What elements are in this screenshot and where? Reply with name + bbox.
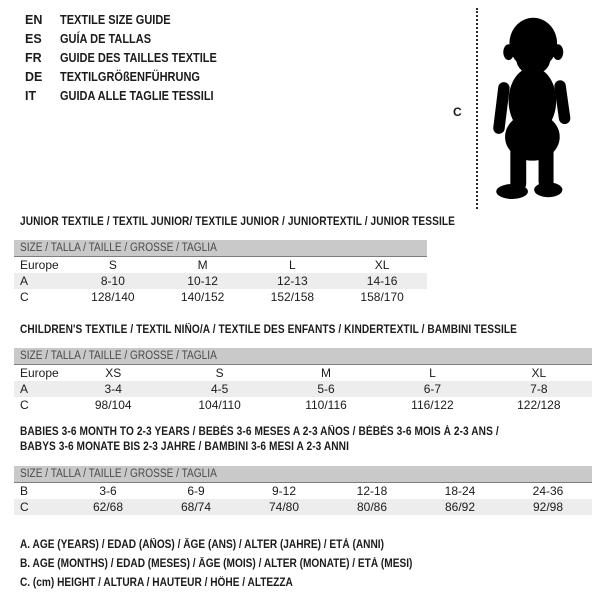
size-header-bar — [14, 348, 592, 365]
row-label: C — [20, 500, 29, 514]
language-label: GUÍA DE TALLAS — [60, 32, 152, 46]
language-row-es — [25, 30, 238, 49]
table-row-age — [14, 273, 427, 289]
cell: 10-12 — [187, 274, 218, 288]
language-code: FR — [25, 51, 42, 65]
footnote-age-years — [20, 536, 466, 555]
height-measure-dotted-line — [476, 8, 478, 209]
language-row-de — [25, 68, 238, 87]
babies-section-title — [20, 425, 564, 455]
language-code: ES — [25, 32, 42, 46]
cell: 158/170 — [360, 290, 404, 304]
language-code: IT — [25, 89, 37, 103]
cell: 18-24 — [444, 484, 476, 498]
cell: 92/98 — [532, 500, 564, 514]
language-row-it — [25, 87, 238, 106]
cell: S — [215, 366, 224, 380]
cell: 6-7 — [423, 382, 442, 396]
table-row-height — [14, 289, 427, 305]
row-label: A — [20, 274, 29, 288]
row-label: Europe — [20, 258, 59, 272]
cell: 5-6 — [317, 382, 335, 396]
size-header-text: SIZE / TALLA / TAILLE / GRÖSSE / TAGLIA — [20, 350, 217, 362]
row-label: Europe — [20, 366, 59, 380]
cell: S — [108, 258, 117, 272]
junior-section-title — [20, 215, 514, 230]
junior-size-table — [14, 240, 427, 305]
baby-silhouette-icon — [483, 6, 580, 213]
size-header-bar — [14, 240, 427, 257]
cell: 9-12 — [271, 484, 297, 498]
language-list — [25, 11, 238, 106]
language-label: GUIDE DES TAILLES TEXTILE — [60, 51, 217, 65]
cell: 104/110 — [198, 398, 241, 412]
cell: 12-18 — [356, 484, 388, 498]
babies-size-table — [14, 466, 592, 515]
footnote-height — [20, 574, 466, 593]
size-header-text: SIZE / TALLA / TAILLE / GRÖSSE / TAGLIA — [20, 242, 217, 254]
cell: 98/104 — [94, 398, 132, 412]
cell: L — [429, 366, 436, 380]
cell: XL — [374, 258, 390, 272]
cell: 7-8 — [530, 382, 548, 396]
cell: 128/140 — [91, 290, 135, 304]
cell: 14-16 — [366, 274, 398, 288]
row-label: A — [20, 382, 29, 396]
cell: 8-10 — [100, 274, 125, 288]
row-label: C — [20, 398, 29, 412]
cell: 152/158 — [270, 290, 315, 304]
row-label: C — [20, 290, 29, 304]
cell: 4-5 — [210, 382, 229, 396]
footnote-text: C. (cm) HEIGHT / ALTURA / HAUTEUR / HÖHE / ALTEZZA — [20, 577, 293, 589]
footnote-text: A. AGE (YEARS) / EDAD (AÑOS) / ÂGE (ANS) / ALTER (JAHRE) / ETÀ (ANNI) — [20, 539, 384, 551]
cell: 3-4 — [104, 382, 122, 396]
size-header-text: SIZE / TALLA / TAILLE / GRÖSSE / TAGLIA — [20, 468, 217, 480]
babies-section-title-line2: BABYS 3-6 MONATE BIS 2-3 JAHRE / BAMBINI 3-6 MESI A 2-3 ANNI — [20, 441, 349, 453]
cell: 3-6 — [99, 484, 117, 498]
babies-section-title-line1: BABIES 3-6 MONTH TO 2-3 YEARS / BEBÉS 3-6 MESES A 2-3 AÑOS / BÉBÉS 3-6 MOIS À 2-3 ANS / — [20, 426, 499, 438]
cell: 68/74 — [180, 500, 212, 514]
footnote-text: B. AGE (MONTHS) / EDAD (MESES) / ÂGE (MOIS) / ALTER (MONATE) / ETÀ (MESI) — [20, 558, 413, 570]
cell: XL — [531, 366, 547, 380]
language-code: DE — [25, 70, 43, 84]
junior-section-title-text: JUNIOR TEXTILE / TEXTIL JUNIOR/ TEXTILE JUNIOR / JUNIORTEXTIL / JUNIOR TESSILE — [20, 216, 455, 228]
table-row-europe — [14, 365, 592, 381]
cell: 62/68 — [92, 500, 124, 514]
table-row-age — [14, 381, 592, 397]
cell: M — [321, 366, 332, 380]
cell: 6-9 — [187, 484, 205, 498]
language-label: TEXTILGRÖßENFÜHRUNG — [60, 70, 200, 84]
cell: 74/80 — [268, 500, 300, 514]
size-header-bar — [14, 466, 592, 483]
language-label: TEXTILE SIZE GUIDE — [60, 13, 171, 27]
language-label: GUIDA ALLE TAGLIE TESSILI — [60, 89, 214, 103]
cell: 116/122 — [411, 398, 454, 412]
cell: 110/116 — [305, 398, 347, 412]
children-section-title-text: CHILDREN'S TEXTILE / TEXTIL NIÑO/A / TEXTILE DES ENFANTS / KINDERTEXTIL / BAMBINI TESSILE — [20, 324, 517, 336]
footnote-legend — [20, 536, 466, 593]
language-row-en — [25, 11, 238, 30]
cell: M — [197, 258, 208, 272]
children-section-title — [20, 323, 585, 338]
cell: 140/152 — [180, 290, 225, 304]
footnote-age-months — [20, 555, 466, 574]
children-size-table — [14, 348, 592, 413]
language-code: EN — [25, 13, 43, 27]
table-row-height — [14, 499, 592, 515]
table-row-age-months — [14, 483, 592, 499]
table-row-height — [14, 397, 592, 413]
table-row-europe — [14, 257, 427, 273]
cell: 12-13 — [277, 274, 308, 288]
cell: L — [289, 258, 296, 272]
cell: 80/86 — [356, 500, 388, 514]
height-measure-label: C — [453, 105, 462, 119]
cell: 24-36 — [532, 484, 564, 498]
language-row-fr — [25, 49, 238, 68]
cell: XS — [105, 366, 122, 380]
cell: 86/92 — [444, 500, 476, 514]
cell: 122/128 — [517, 398, 561, 412]
row-label: B — [20, 484, 29, 498]
